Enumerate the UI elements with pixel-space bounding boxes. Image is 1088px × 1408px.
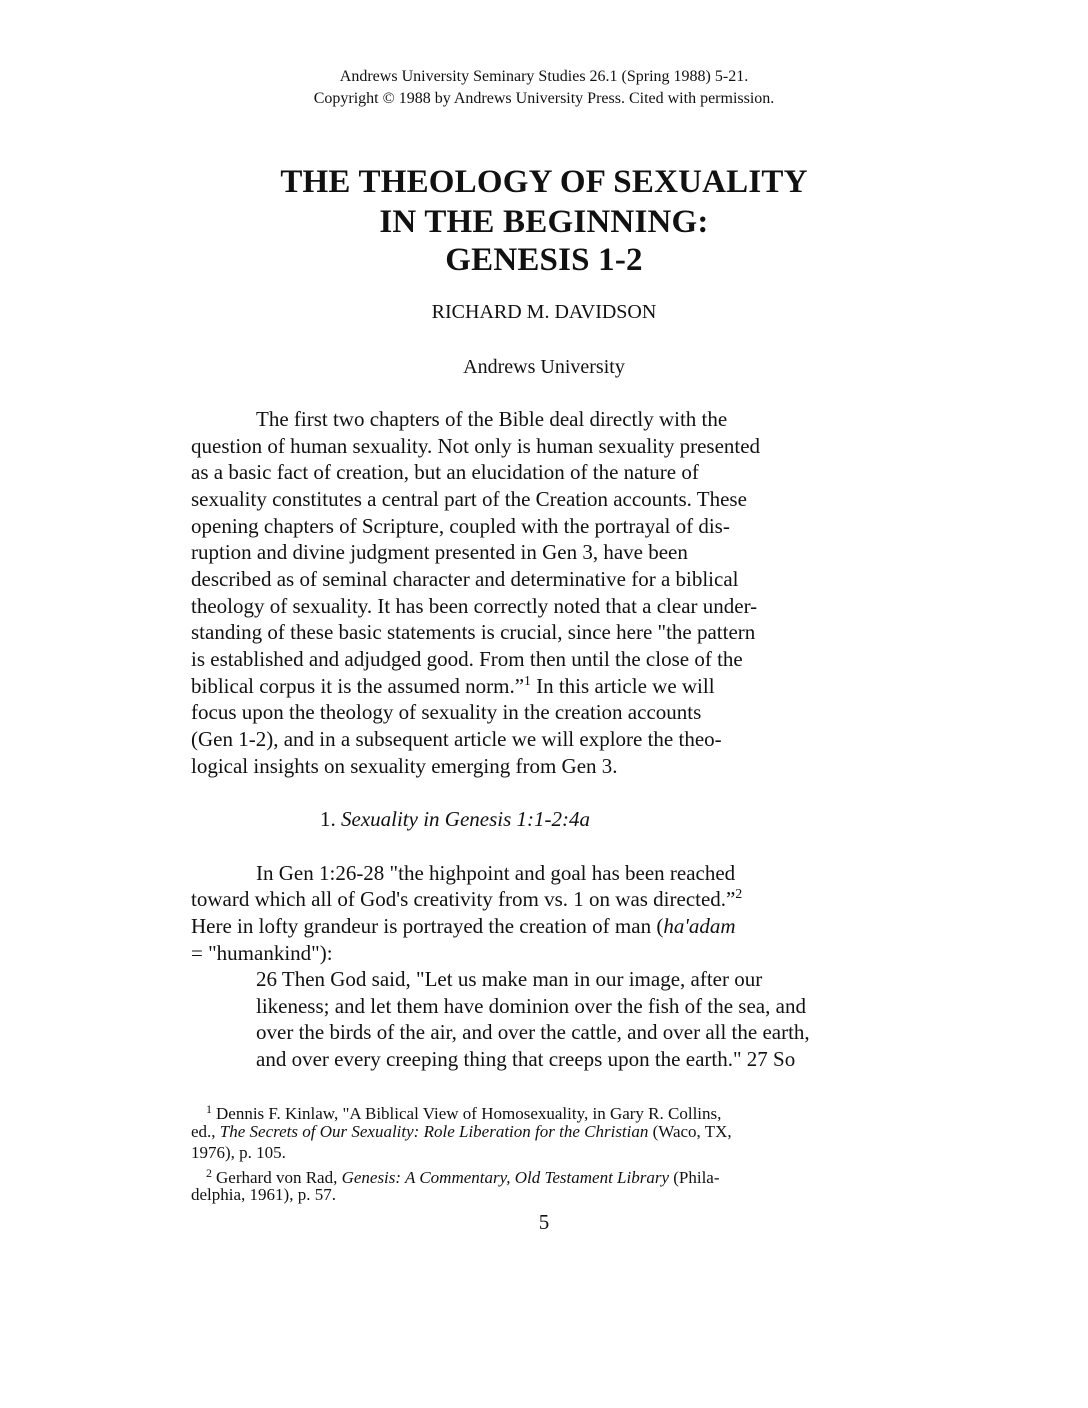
body-line: = "humankind"): <box>191 941 333 965</box>
intro-line: as a basic fact of creation, but an elucidation of the nature of <box>191 460 699 484</box>
footnote-text: Gerhard von Rad, <box>216 1168 342 1187</box>
intro-text: In this article we will <box>530 674 715 698</box>
quote-line: 26 Then God said, "Let us make man in our image, after our <box>256 967 763 991</box>
intro-line: described as of seminal character and determinative for a biblical <box>191 567 739 591</box>
footnote-text: (Waco, TX, <box>648 1122 732 1141</box>
hebrew-term: ha'adam <box>663 914 736 938</box>
quote-line: and over every creeping thing that creeps upon the earth." 27 So <box>256 1047 796 1071</box>
footnote-ref-1[interactable]: 1 <box>524 673 531 688</box>
copyright-notice: Copyright © 1988 by Andrews University Press. Cited with permission. <box>313 90 775 107</box>
body-text: toward which all of God's creativity from vs. 1 on was directed.” <box>191 887 736 911</box>
body-line <box>191 913 736 940</box>
journal-citation: Andrews University Seminary Studies 26.1 (Spring 1988) 5-21. <box>339 68 749 85</box>
title-line-2: IN THE BEGINNING: <box>379 204 709 240</box>
intro-line: ruption and divine judgment presented in Gen 3, have been <box>191 540 688 564</box>
section-heading <box>320 806 590 833</box>
footnote-1-line: 1976), p. 105. <box>191 1143 286 1162</box>
section-number: 1. <box>320 807 341 831</box>
quote-line: likeness; and let them have dominion over the fish of the sea, and <box>256 994 806 1018</box>
footnote-1-number: 1 <box>206 1102 212 1116</box>
footnote-book-title: The Secrets of Our Sexuality: Role Liberation for the Christian <box>219 1122 649 1141</box>
title-line-3: GENESIS 1-2 <box>445 242 643 278</box>
intro-line: theology of sexuality. It has been correctly noted that a clear under- <box>191 594 758 618</box>
author-affiliation: Andrews University <box>463 356 625 378</box>
intro-line: is established and adjudged good. From then until the close of the <box>191 647 743 671</box>
footnote-ref-2[interactable]: 2 <box>735 886 743 901</box>
intro-line: focus upon the theology of sexuality in the creation accounts <box>191 700 702 724</box>
intro-line: sexuality constitutes a central part of the Creation accounts. These <box>191 487 747 511</box>
author-name: RICHARD M. DAVIDSON <box>431 301 657 323</box>
body-text: Here in lofty grandeur is portrayed the creation of man ( <box>191 914 664 938</box>
footnote-1-line <box>191 1121 732 1142</box>
footnote-text: ed., <box>191 1122 220 1141</box>
title-line-1: THE THEOLOGY OF SEXUALITY <box>280 164 808 200</box>
footnote-2-line: delphia, 1961), p. 57. <box>191 1185 336 1204</box>
intro-text: biblical corpus it is the assumed norm.” <box>191 674 525 698</box>
intro-line: question of human sexuality. Not only is human sexuality presented <box>191 434 761 458</box>
intro-line: opening chapters of Scripture, coupled with the portrayal of dis- <box>191 514 730 538</box>
intro-line: logical insights on sexuality emerging from Gen 3. <box>191 754 618 778</box>
intro-line: standing of these basic statements is crucial, since here "the pattern <box>191 620 756 644</box>
section-title: Sexuality in Genesis 1:1-2:4a <box>341 807 591 831</box>
intro-line: (Gen 1-2), and in a subsequent article we will explore the theo- <box>191 727 722 751</box>
footnote-2-number: 2 <box>206 1166 212 1180</box>
intro-line <box>191 673 715 700</box>
intro-line: The first two chapters of the Bible deal directly with the <box>256 407 728 431</box>
body-line: In Gen 1:26-28 "the highpoint and goal has been reached <box>256 861 736 885</box>
footnote-book-title: Genesis: A Commentary, Old Testament Library <box>341 1168 669 1187</box>
footnote-text: (Phila- <box>669 1168 720 1187</box>
page-number: 5 <box>538 1210 550 1234</box>
footnote-text: Dennis F. Kinlaw, "A Biblical View of Homosexuality, in Gary R. Collins, <box>216 1104 722 1123</box>
body-line <box>191 886 742 913</box>
quote-line: over the birds of the air, and over the cattle, and over all the earth, <box>256 1020 810 1044</box>
